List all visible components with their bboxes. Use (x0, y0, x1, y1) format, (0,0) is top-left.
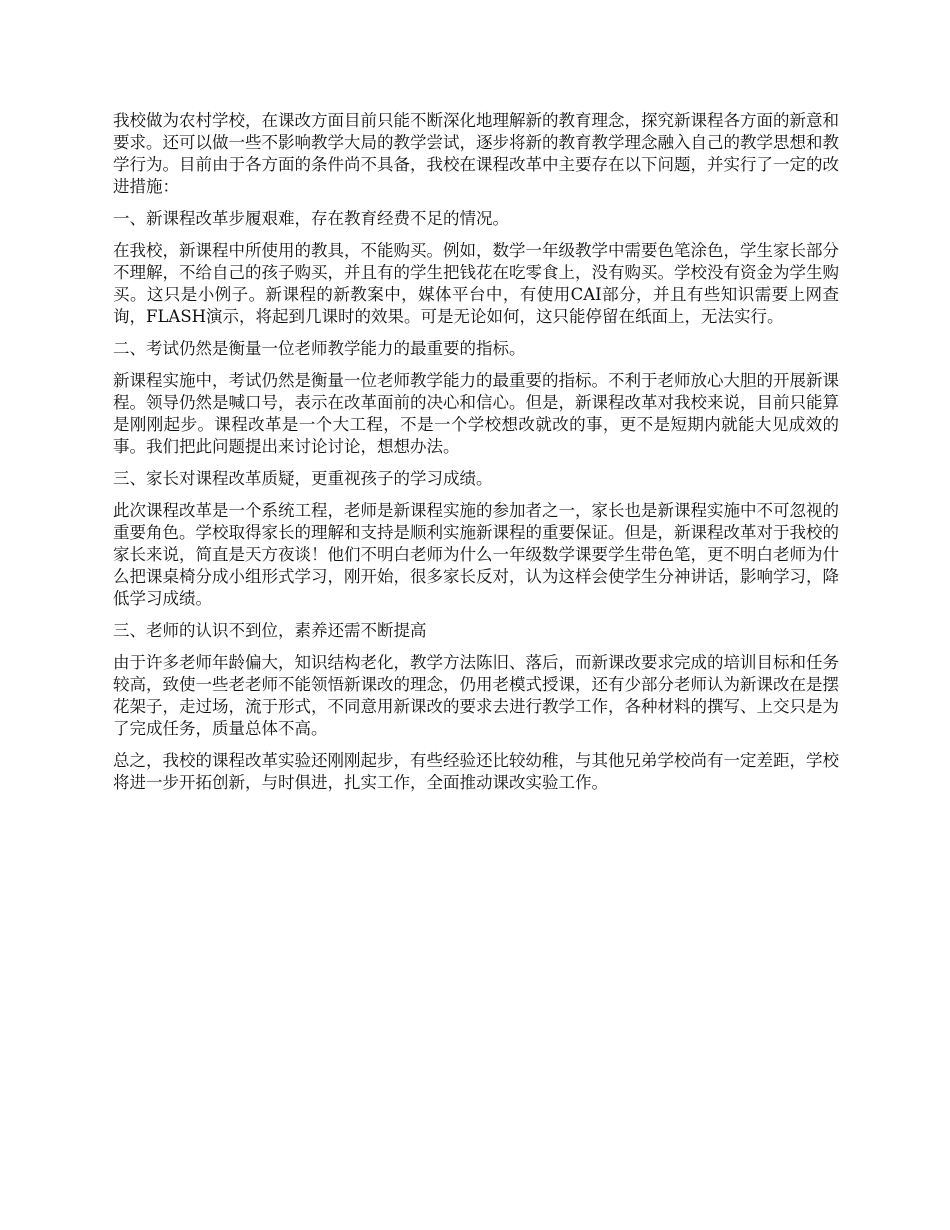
section-paragraph-1: 在我校，新课程中所使用的教具，不能购买。例如，数学一年级教学中需要色笔涂色，学生家长部分不理解，不给自己的孩子购买，并且有的学生把钱花在吃零食上，没有购买。学校没有资金为学生购买。这只是小例子。新课程的新教案中，媒体平台中，有使用CAI部分，并且有些知识需要上网查询，FLASH演示，将起到几课时的效果。可是无论如何，这只能停留在纸面上，无法实行。 (113, 241, 839, 326)
section-heading-2: 二、考试仍然是衡量一位老师教学能力的最重要的指标。 (113, 339, 526, 358)
section-paragraph-3: 此次课程改革是一个系统工程，老师是新课程实施的参加者之一，家长也是新课程实施中不可忽视的重要角色。学校取得家长的理解和支持是顺利实施新课程的重要保证。但是，新课程改革对于我校的家长来说，简直是天方夜谈！他们不明白老师为什么一年级数学课要学生带色笔，更不明白老师为什么把课桌椅分成小组形式学习，刚开始，很多家长反对，认为这样会使学生分神讲话，影响学习，降低学习成绩。 (113, 501, 839, 608)
section-paragraph-4: 由于许多老师年龄偏大，知识结构老化，教学方法陈旧、落后，而新课改要求完成的培训目标和任务较高，致使一些老老师不能领悟新课改的理念，仍用老模式授课，还有少部分老师认为新课改在是摆花架子，走过场，流于形式，不同意用新课改的要求去进行教学工作，各种材料的撰写、上交只是为了完成任务，质量总体不高。 (113, 653, 839, 738)
section-heading-1: 一、新课程改革步履艰难，存在教育经费不足的情况。 (113, 209, 509, 228)
document-body (113, 110, 839, 804)
intro-paragraph: 我校做为农村学校，在课改方面目前只能不断深化地理解新的教育理念，探究新课程各方面的新意和要求。还可以做一些不影响教学大局的教学尝试，逐步将新的教育教学理念融入自己的教学思想和教学行为。目前由于各方面的条件尚不具备，我校在课程改革中主要存在以下问题，并实行了一定的改进措施： (113, 111, 839, 196)
section-heading-4: 三、老师的认识不到位，素养还需不断提高 (113, 621, 427, 640)
conclusion-paragraph: 总之，我校的课程改革实验还刚刚起步，有些经验还比较幼稚，与其他兄弟学校尚有一定差距，学校将进一步开拓创新，与时俱进，扎实工作，全面推动课改实验工作。 (113, 751, 839, 792)
section-paragraph-2: 新课程实施中，考试仍然是衡量一位老师教学能力的最重要的指标。不利于老师放心大胆的开展新课程。领导仍然是喊口号，表示在改革面前的决心和信心。但是，新课程改革对我校来说，目前只能算是刚刚起步。课程改革是一个大工程，不是一个学校想改就改的事，更不是短期内就能大见成效的事。我们把此问题提出来讨论讨论，想想办法。 (113, 371, 839, 456)
section-heading-3: 三、家长对课程改革质疑，更重视孩子的学习成绩。 (113, 469, 493, 488)
